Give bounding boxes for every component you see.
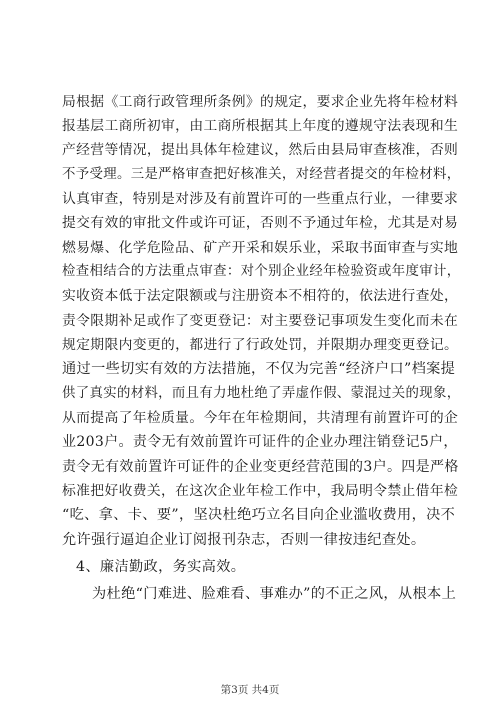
paragraph-line: 通过一些切实有效的方法措施，不仅为完善“经济户口”档案提 xyxy=(62,361,456,377)
paragraph-line: 供了真实的材料，而且有力地杜绝了弄虚作假、蒙混过关的现象， xyxy=(62,386,461,401)
paragraph-line: 实收资本低于法定限额或与注册资本不相符的，依法进行查处， xyxy=(62,288,459,304)
paragraph-line: 检查相结合的方法重点审查：对个别企业经年检验资或年度审计， xyxy=(62,264,461,279)
paragraph-line: 不予受理。三是严格审查把好核准关，对经营者提交的年检材料， xyxy=(62,167,461,182)
paragraph-line: 4、廉洁勤政，务实高效。 xyxy=(76,559,246,575)
paragraph-line: 允许强行逼迫企业订阅报刊杂志，否则一律按违纪查处。 xyxy=(62,532,426,548)
paragraph-line: 认真审查，特别是对涉及有前置许可的一些重点行业，一律要求 xyxy=(62,191,459,207)
paragraph-line: 责令无有效前置许可证件的企业变更经营范围的3户。四是严格 xyxy=(62,459,459,475)
paragraph-line: 产经营等情况，提出具体年检建议，然后由县局审查核准，否则 xyxy=(62,142,459,158)
paragraph-line: 从而提高了年检质量。今年在年检期间，共清理有前置许可的企 xyxy=(62,410,459,426)
paragraph-line: “吃、拿、卡、要”，坚决杜绝巧立名目向企业滥收费用，决不 xyxy=(62,507,456,523)
paragraph-line: 标准把好收费关，在这次企业年检工作中，我局明令禁止借年检 xyxy=(62,483,459,499)
paragraph-line: 提交有效的审批文件或许可证，否则不予通过年检，尤其是对易 xyxy=(62,215,459,231)
paragraph-line: 责令限期补足或作了变更登记：对主要登记事项发生变化而未在 xyxy=(62,313,459,329)
paragraph-line: 业203户。责令无有效前置许可证件的企业办理注销登记5户， xyxy=(62,434,458,450)
paragraph-line: 局根据《工商行政管理所条例》的规定，要求企业先将年检材料 xyxy=(62,94,459,110)
paragraph-line: 为杜绝“门难进、脸难看、事难办”的不正之风，从根本上 xyxy=(92,586,457,602)
paragraph-line: 报基层工商所初审，由工商所根据其上年度的遵规守法表现和生 xyxy=(62,118,459,134)
page-footer: 第3页 共4页 xyxy=(220,684,280,696)
paragraph-line: 规定期限内变更的，都进行了行政处罚，并限期办理变更登记。 xyxy=(62,337,459,353)
paragraph-line: 燃易爆、化学危险品、矿产开采和娱乐业，采取书面审查与实地 xyxy=(62,240,459,256)
